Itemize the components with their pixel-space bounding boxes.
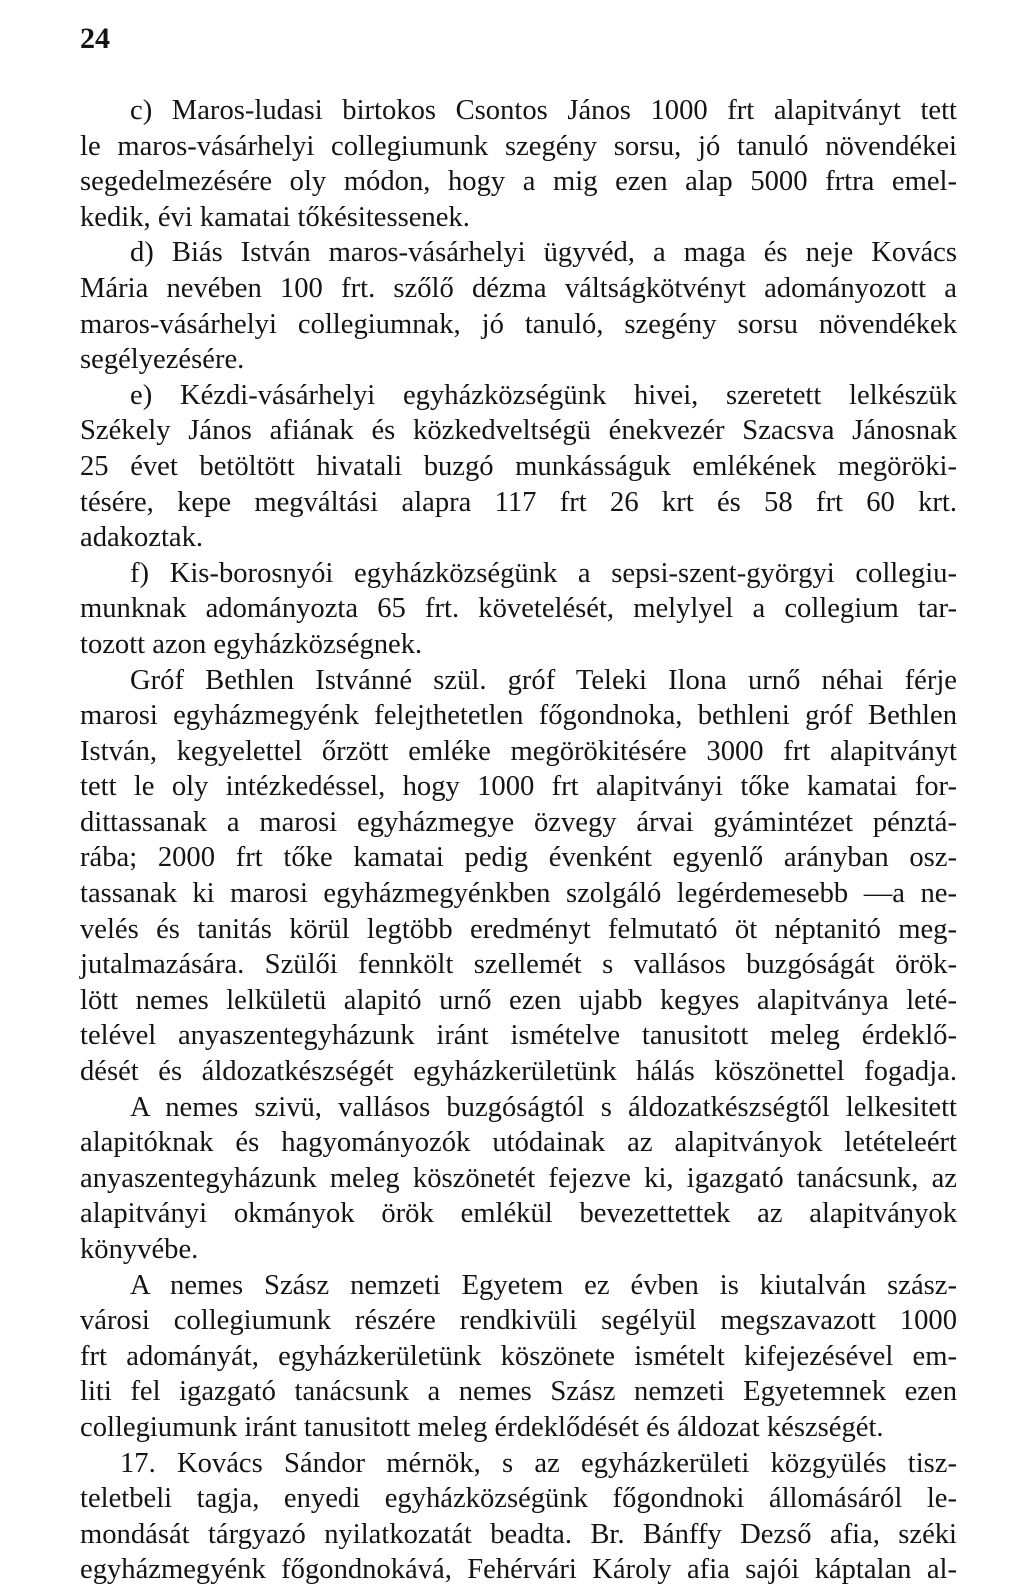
text-line: alapitványi okmányok örök emlékül bevezettettek az alapitványok	[80, 1198, 957, 1230]
text-line: mondását tárgyazó nyilatkozatát beadta. Br. Bánffy Dezső afia, széki	[80, 1518, 957, 1550]
text-line: velés és tanitás körül legtöbb eredményt felmutató öt néptanitó meg-	[80, 913, 957, 945]
text-line: munknak adományozta 65 frt. követelését, melylyel a collegium tar-	[80, 593, 957, 625]
text-line: A nemes szivü, vallásos buzgóságtól s áldozatkészségtől lelkesitett	[130, 1091, 957, 1123]
text-line: dését és áldozatkészségét egyházkerületünk hálás köszönettel fogadja.	[80, 1056, 957, 1088]
text-line: rába; 2000 frt tőke kamatai pedig évenként egyenlő arányban osz-	[80, 842, 957, 874]
text-line: 25 évet betöltött hivatali buzgó munkásságuk emlékének megöröki-	[80, 450, 957, 482]
text-line: kedik, évi kamatai tőkésitessenek.	[80, 201, 470, 233]
text-line: segedelmezésére oly módon, hogy a mig ezen alap 5000 frtra emel-	[80, 166, 957, 198]
text-line: Mária nevében 100 frt. szőlő dézma váltságkötvényt adományozott a	[80, 272, 957, 304]
text-line: tassanak ki marosi egyházmegyénkben szolgáló legérdemesebb —a ne-	[80, 878, 957, 910]
text-line: collegiumunk iránt tanusitott meleg érdeklődését és áldozat készségét.	[80, 1411, 884, 1443]
text-line: egyházmegyénk főgondnokává, Fehérvári Károly afia sajói káptalan al-	[80, 1554, 957, 1586]
text-line: tett le oly intézkedéssel, hogy 1000 frt alapitványi tőke kamatai for-	[80, 771, 957, 803]
text-line: frt adományát, egyházkerületünk köszönete ismételt kifejezésével em-	[80, 1340, 957, 1372]
text-line: 17. Kovács Sándor mérnök, s az egyházkerületi közgyülés tisz-	[120, 1447, 957, 1479]
text-line: alapitóknak és hagyományozók utódainak az alapitványok letételeért	[80, 1127, 957, 1159]
text-line: jutalmazására. Szülői fennkölt szellemét s vallásos buzgóságát örök-	[80, 949, 957, 981]
text-line: c) Maros-ludasi birtokos Csontos János 1000 frt alapitványt tett	[130, 95, 957, 126]
text-line: könyvébe.	[80, 1234, 199, 1265]
text-line: dittassanak a marosi egyházmegye özvegy árvai gyámintézet pénztá-	[80, 806, 957, 838]
text-line: telével anyaszentegyházunk iránt ismételve tanusitott meleg érdeklő-	[80, 1020, 957, 1052]
page-number: 24	[80, 22, 110, 55]
body-text	[80, 93, 957, 1588]
text-line: lött nemes lelkületü alapitó urnő ezen ujabb kegyes alapitványa leté-	[80, 984, 957, 1016]
text-line: Székely János afiának és közkedveltségü énekvezér Szacsva Jánosnak	[80, 415, 957, 447]
text-line: teletbeli tagja, enyedi egyházközségünk főgondnoki állomásáról le-	[80, 1483, 957, 1515]
text-line: A nemes Szász nemzeti Egyetem ez évben is kiutalván szász-	[130, 1269, 957, 1301]
text-line: Gróf Bethlen Istvánné szül. gróf Teleki Ilona urnő néhai férje	[130, 664, 957, 696]
text-line: e) Kézdi-vásárhelyi egyházközségünk hivei, szeretett lelkészük	[130, 379, 957, 411]
text-line: d) Biás István maros-vásárhelyi ügyvéd, a maga és neje Kovács	[130, 237, 957, 269]
text-line: f) Kis-borosnyói egyházközségünk a sepsi-szent-györgyi collegiu-	[130, 557, 957, 589]
text-line: tésére, kepe megváltási alapra 117 frt 26 krt és 58 frt 60 krt.	[80, 486, 957, 518]
text-line: városi collegiumunk részére rendkivüli segélyül megszavazott 1000	[80, 1305, 957, 1337]
text-line: le maros-vásárhelyi collegiumunk szegény sorsu, jó tanuló növendékei	[80, 130, 957, 162]
text-line: segélyezésére.	[80, 344, 245, 376]
text-line: maros-vásárhelyi collegiumnak, jó tanuló, szegény sorsu növendékek	[80, 308, 957, 340]
text-line: tozott azon egyházközségnek.	[80, 628, 423, 660]
text-line: adakoztak.	[80, 522, 204, 554]
text-line: marosi egyházmegyénk felejthetetlen főgondnoka, bethleni gróf Bethlen	[80, 700, 957, 732]
text-line: liti fel igazgató tanácsunk a nemes Szász nemzeti Egyetemnek ezen	[80, 1376, 957, 1408]
text-line: István, kegyelettel őrzött emléke megörökitésére 3000 frt alapitványt	[80, 735, 957, 767]
text-line: anyaszentegyházunk meleg köszönetét fejezve ki, igazgató tanácsunk, az	[80, 1162, 957, 1194]
